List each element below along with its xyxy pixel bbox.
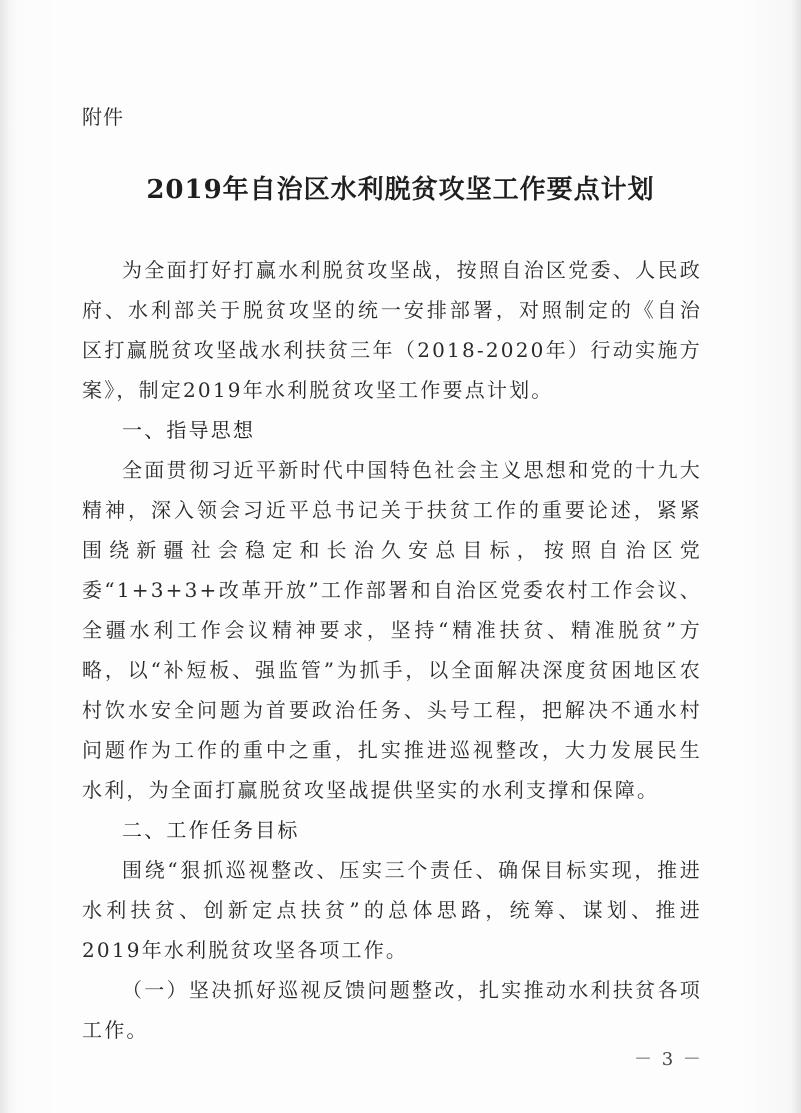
task-goals-paragraph: 围绕“狠抓巡视整改、压实三个责任、确保目标实现，推进水利扶贫、创新定点扶贫”的总体思路，统筹、谋划、推进2019年水利脱贫攻坚各项工作。 xyxy=(82,858,702,962)
document-body xyxy=(82,250,702,1050)
right-edge-shadow xyxy=(791,0,801,1113)
document-title: 2019年自治区水利脱贫攻坚工作要点计划 xyxy=(146,175,655,205)
guiding-ideology-paragraph: 全面贯彻习近平新时代中国特色社会主义思想和党的十九大精神，深入领会习近平总书记关于扶贫工作的重要论述，紧紧围绕新疆社会稳定和长治久安总目标，按照自治区党委“1+3+3+改革开放”工作部署和自治区党委农村工作会议、全疆水利工作会议精神要求，坚持“精准扶贫、精准脱贫”方略，以“补短板、强监管”为抓手，以全面解决深度贫困地区农村饮水安全问题为首要政治任务、头号工程，把解决不通水村问题作为工作的重中之重，扎实推进巡视整改，大力发展民生水利，为全面打赢脱贫攻坚战提供坚实的水利支撑和保障。 xyxy=(82,458,702,802)
section-heading-guiding-ideology: 一、指导思想 xyxy=(122,418,256,442)
intro-paragraph: 为全面打好打赢水利脱贫攻坚战，按照自治区党委、人民政府、水利部关于脱贫攻坚的统一安排部署，对照制定的《自治区打赢脱贫攻坚战水利扶贫三年（2018-2020年）行动实施方案》，制定2019年水利脱贫攻坚工作要点计划。 xyxy=(82,258,702,402)
section-heading-task-goals: 二、工作任务目标 xyxy=(122,818,300,842)
left-edge-shadow xyxy=(0,0,10,1113)
page-number: － 3 － xyxy=(634,1049,703,1070)
attachment-label: 附件 xyxy=(82,105,124,129)
subsection-1-paragraph: （一）坚决抓好巡视反馈问题整改，扎实推动水利扶贫各项工作。 xyxy=(82,978,702,1042)
